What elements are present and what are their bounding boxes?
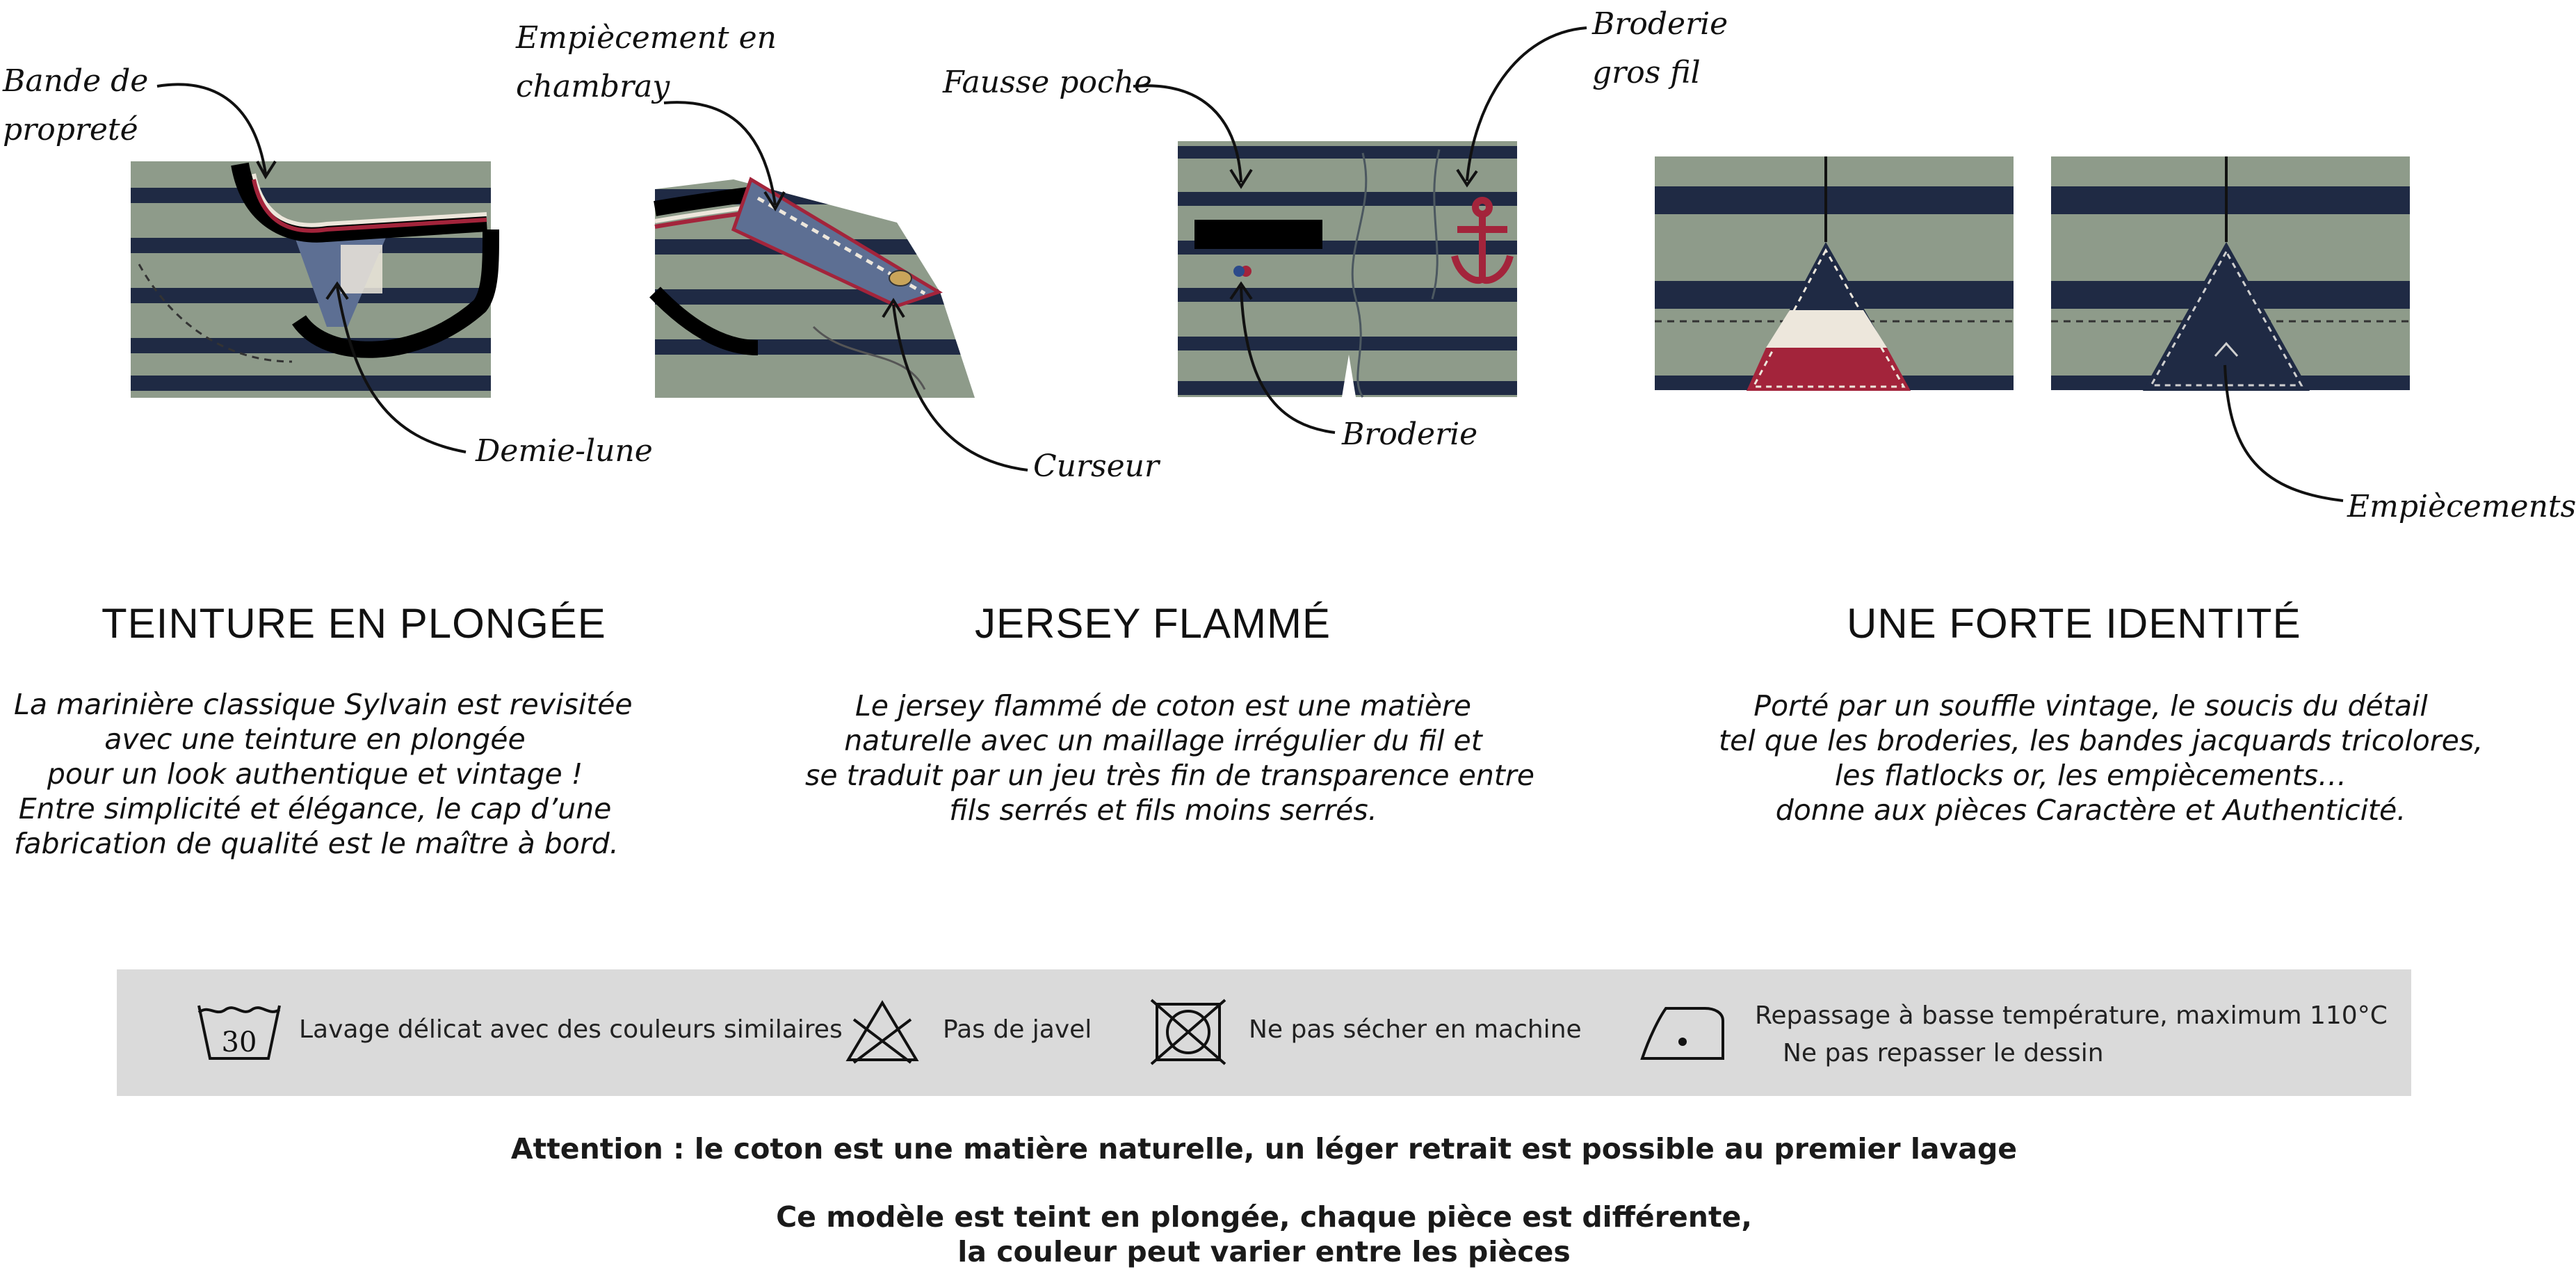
text-line: Porté par un souffle vintage, le soucis du détail (1753, 689, 2428, 723)
text-line: fils serrés et fils moins serrés. (949, 793, 1377, 827)
panel-illustration-tricolor (1655, 156, 2014, 391)
text-line: avec une teinture en plongée (104, 723, 526, 756)
callout-bande-proprete (3, 57, 148, 154)
section-title-jersey: JERSEY FLAMMÉ (975, 600, 1331, 647)
callout-broderie-gros-fil (1592, 0, 1728, 97)
text-line: fabrication de qualité est le maître à bord. (14, 827, 619, 860)
warning-shrinkage: Attention : le coton est une matière naturelle, un léger retrait est possible au premier lavage (510, 1132, 2018, 1166)
care-instructions-band (117, 969, 2411, 1096)
text-line: se traduit par un jeu très fin de transparence entre (805, 759, 1534, 792)
callout-curseur: Curseur (1033, 449, 1160, 484)
callout-empiecements: Empiècements (2347, 489, 2576, 524)
collar-illustration (131, 161, 491, 398)
text-line: Le jersey flammé de coton est une matière (854, 689, 1472, 723)
callout-broderie: Broderie (1342, 417, 1478, 452)
text-line: donne aux pièces Caractère et Authenticité. (1775, 793, 2406, 827)
warning-dye-line1: Ce modèle est teint en plongée, chaque pièce est différente, (776, 1200, 1752, 1234)
care-bleach-label: Pas de javel (943, 1015, 1092, 1044)
no-tumble-dry-icon (1150, 999, 1226, 1065)
section-title-teinture: TEINTURE EN PLONGÉE (102, 600, 606, 647)
care-wash-label: Lavage délicat avec des couleurs similaires (299, 1015, 843, 1044)
svg-text:30: 30 (221, 1026, 257, 1058)
garment-detail-illustrations (0, 0, 2528, 556)
text-line: Entre simplicité et élégance, le cap d’une (18, 792, 612, 825)
low-iron-icon (1638, 1004, 1727, 1063)
care-iron-label-1: Repassage à basse température, maximum 110°C (1755, 1001, 2388, 1030)
text-line: La marinière classique Sylvain est revisitée (14, 688, 633, 721)
panel-illustration-navy (2051, 156, 2410, 391)
section-text-identite (1719, 688, 2484, 828)
warning-dye-line2: la couleur peut varier entre les pièces (957, 1235, 1571, 1268)
chambray-illustration (655, 179, 975, 398)
callout-line: Empiècement en (516, 20, 777, 56)
text-line: les flatlocks or, les empiècements… (1834, 759, 2347, 792)
care-iron-label-2: Ne pas repasser le dessin (1783, 1039, 2104, 1067)
callout-line: Broderie (1592, 6, 1728, 42)
wash-30-icon (195, 999, 284, 1065)
section-title-identite: UNE FORTE IDENTITÉ (1847, 600, 2301, 647)
text-line: pour un look authentique et vintage ! (47, 757, 583, 791)
callout-empiecement-chambray (516, 14, 777, 111)
care-dryer-label: Ne pas sécher en machine (1249, 1015, 1582, 1044)
callout-fausse-poche: Fausse poche (943, 65, 1152, 100)
section-text-jersey (805, 688, 1534, 828)
no-bleach-icon (844, 999, 921, 1065)
callout-line: chambray (516, 69, 670, 104)
callout-line: propreté (3, 112, 138, 147)
section-text-teinture (14, 687, 633, 861)
callout-line: Bande de (3, 63, 149, 99)
text-line: tel que les broderies, les bandes jacquards tricolores, (1719, 724, 2484, 757)
callout-demie-lune: Demie-lune (476, 433, 653, 469)
text-line: naturelle avec un maillage irrégulier du fil et (844, 724, 1482, 757)
callout-line: gros fil (1592, 55, 1701, 90)
